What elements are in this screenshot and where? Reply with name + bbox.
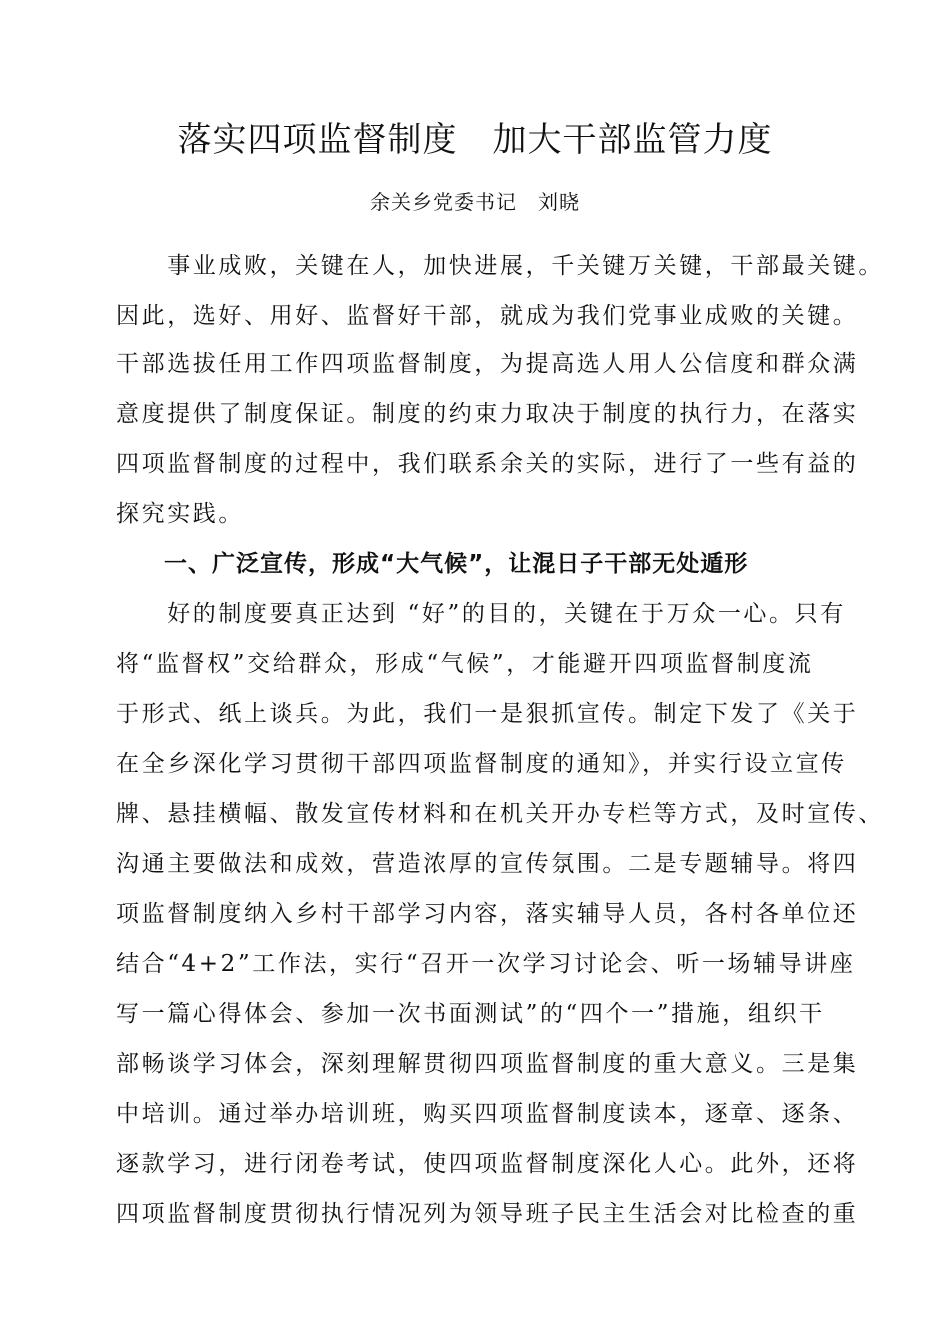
paragraph-line: 牌、悬挂横幅、散发宣传材料和在机关开办专栏等方式，及时宣传、 — [116, 801, 884, 827]
paragraph-line: 四项监督制度的过程中，我们联系余关的实际，进行了一些有益的 — [116, 451, 859, 477]
paragraph-line: 干部选拔任用工作四项监督制度，为提高选人用人公信度和群众满 — [116, 351, 859, 377]
paragraph-line: 四项监督制度贯彻执行情况列为领导班子民主生活会对比检查的重 — [116, 1201, 859, 1227]
paragraph-line: 意度提供了制度保证。制度的约束力取决于制度的执行力，在落实 — [116, 401, 859, 427]
paragraph-line: 事业成败，关键在人，加快进展，千关键万关键，干部最关键。 — [116, 253, 884, 279]
paragraph-line: 写一篇心得体会、参加一次书面测试”的“四个一”措施，组织干 — [116, 1001, 825, 1027]
paragraph-line: 中培训。通过举办培训班，购买四项监督制度读本，逐章、逐条、 — [116, 1101, 859, 1127]
section-heading: 一、广泛宣传，形成“大气候”，让混日子干部无处遁形 — [116, 551, 749, 577]
paragraph-line: 沟通主要做法和成效，营造浓厚的宣传氛围。二是专题辅导。将四 — [116, 851, 859, 877]
paragraph-line: 逐款学习，进行闭卷考试，使四项监督制度深化人心。此外，还将 — [116, 1151, 859, 1177]
document-title: 落实四项监督制度 加大干部监管力度 — [177, 120, 773, 160]
paragraph-line: 将“监督权”交给群众，形成“气候”，才能避开四项监督制度流 — [116, 651, 814, 677]
paragraph-line: 在全乡深化学习贯彻干部四项监督制度的通知》，并实行设立宣传 — [116, 751, 847, 777]
paragraph-line: 因此，选好、用好、监督好干部，就成为我们党事业成败的关键。 — [116, 303, 859, 329]
paragraph-line: 好的制度要真正达到 “好”的目的，关键在于万众一心。只有 — [116, 601, 846, 627]
paragraph-line: 于形式、纸上谈兵。为此，我们一是狠抓宣传。制定下发了《关于 — [116, 701, 859, 727]
paragraph-line: 探究实践。 — [116, 501, 244, 527]
paragraph-line: 结合“4+2”工作法，实行“召开一次学习讨论会、听一场辅导讲座 — [116, 951, 856, 977]
author-byline: 余关乡党委书记 刘晓 — [370, 190, 580, 214]
paragraph-line: 部畅谈学习体会，深刻理解贯彻四项监督制度的重大意义。三是集 — [116, 1051, 859, 1077]
paragraph-line: 项监督制度纳入乡村干部学习内容，落实辅导人员，各村各单位还 — [116, 901, 859, 927]
